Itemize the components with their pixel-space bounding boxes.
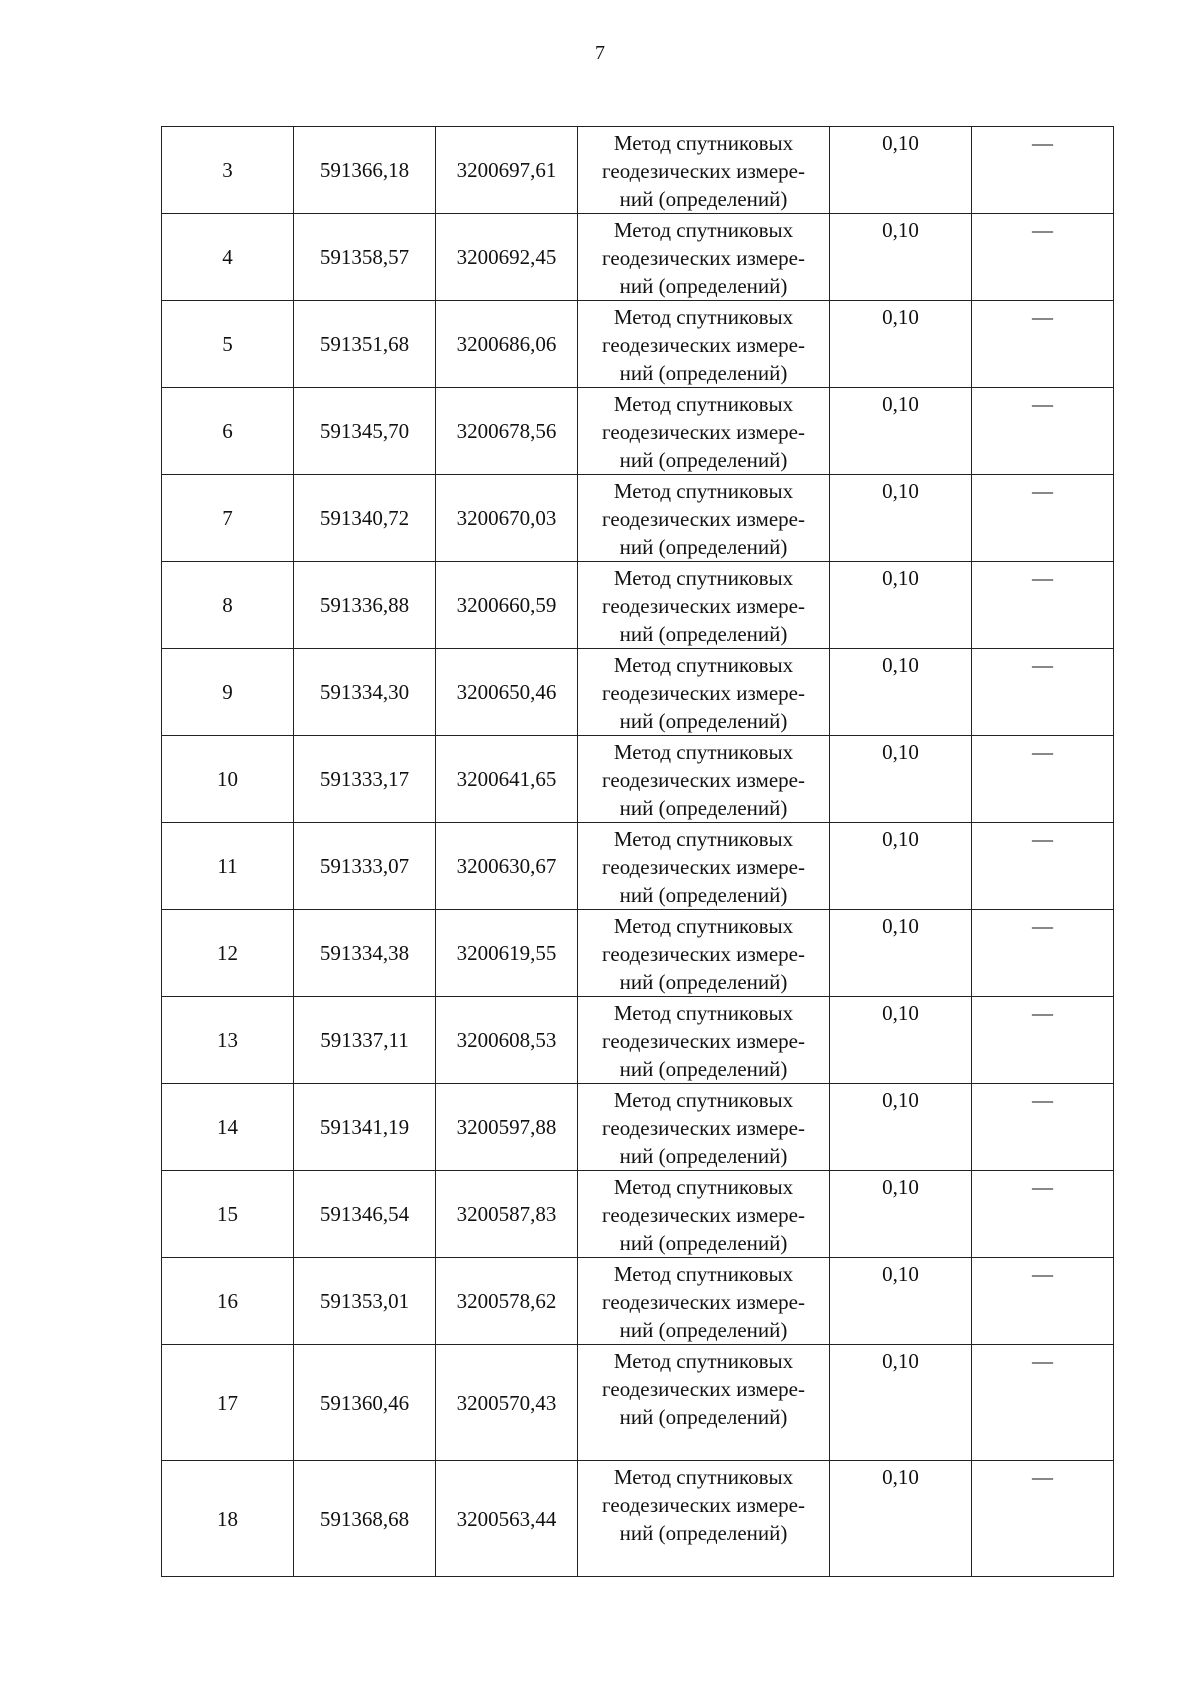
y-coordinate-cell: 3200597,88 [436,1084,578,1171]
table-row [162,736,1114,823]
y-coordinate-cell: 3200608,53 [436,997,578,1084]
accuracy-cell: 0,10 [830,301,972,388]
method-line: геодезических измере- [602,855,805,879]
x-coordinate-cell: 591360,46 [294,1345,436,1461]
table-row [162,1084,1114,1171]
coordinates-table [161,126,1114,1577]
point-number-cell: 6 [162,388,294,475]
method-line: Метод спутниковых [613,653,794,677]
note-cell [972,1084,1114,1171]
method-line: Метод спутниковых [613,1001,794,1025]
method-line: геодезических измере- [602,1029,805,1053]
accuracy-cell: 0,10 [830,388,972,475]
y-coordinate-cell: 3200670,03 [436,475,578,562]
note-dash: — [1032,1349,1053,1373]
table-row [162,910,1114,997]
point-number-cell: 5 [162,301,294,388]
note-cell [972,649,1114,736]
note-dash: — [1032,914,1053,938]
note-dash: — [1032,131,1053,155]
x-coordinate-cell: 591333,07 [294,823,436,910]
y-coordinate-cell: 3200686,06 [436,301,578,388]
method-line: ний (определений) [619,1521,788,1545]
table-row [162,562,1114,649]
y-coordinate-cell: 3200678,56 [436,388,578,475]
y-coordinate-cell: 3200650,46 [436,649,578,736]
y-coordinate-cell: 3200619,55 [436,910,578,997]
method-line: Метод спутниковых [613,1262,794,1286]
x-coordinate-cell: 591340,72 [294,475,436,562]
accuracy-cell: 0,10 [830,1258,972,1345]
note-cell [972,1461,1114,1577]
accuracy-cell: 0,10 [830,823,972,910]
point-number-cell: 13 [162,997,294,1084]
method-line: геодезических измере- [602,420,805,444]
method-line: Метод спутниковых [613,1465,794,1489]
method-line: ний (определений) [619,361,788,385]
note-cell [972,127,1114,214]
method-cell [578,1461,830,1577]
table-row [162,823,1114,910]
table-row [162,1461,1114,1577]
method-line: ний (определений) [619,535,788,559]
method-line: Метод спутниковых [613,827,794,851]
method-line: ний (определений) [619,448,788,472]
method-cell [578,562,830,649]
method-line: геодезических измере- [602,1116,805,1140]
accuracy-cell: 0,10 [830,1461,972,1577]
x-coordinate-cell: 591346,54 [294,1171,436,1258]
y-coordinate-cell: 3200697,61 [436,127,578,214]
method-cell [578,1258,830,1345]
method-line: Метод спутниковых [613,392,794,416]
x-coordinate-cell: 591337,11 [294,997,436,1084]
note-cell [972,1345,1114,1461]
x-coordinate-cell: 591358,57 [294,214,436,301]
method-line: геодезических измере- [602,1203,805,1227]
y-coordinate-cell: 3200660,59 [436,562,578,649]
method-line: геодезических измере- [602,681,805,705]
note-dash: — [1032,653,1053,677]
accuracy-cell: 0,10 [830,562,972,649]
method-line: Метод спутниковых [613,1175,794,1199]
method-line: Метод спутниковых [613,479,794,503]
method-line: Метод спутниковых [613,914,794,938]
note-cell [972,910,1114,997]
point-number-cell: 10 [162,736,294,823]
point-number-cell: 16 [162,1258,294,1345]
method-cell [578,649,830,736]
x-coordinate-cell: 591345,70 [294,388,436,475]
method-line: геодезических измере- [602,159,805,183]
x-coordinate-cell: 591366,18 [294,127,436,214]
method-line: ний (определений) [619,1144,788,1168]
note-cell [972,997,1114,1084]
x-coordinate-cell: 591368,68 [294,1461,436,1577]
note-cell [972,736,1114,823]
method-line: Метод спутниковых [613,305,794,329]
method-line: ний (определений) [619,187,788,211]
table-row [162,475,1114,562]
note-dash: — [1032,305,1053,329]
point-number-cell: 15 [162,1171,294,1258]
note-cell [972,388,1114,475]
method-line: ний (определений) [619,1231,788,1255]
x-coordinate-cell: 591333,17 [294,736,436,823]
method-line: геодезических измере- [602,594,805,618]
accuracy-cell: 0,10 [830,1084,972,1171]
method-line: ний (определений) [619,274,788,298]
note-cell [972,1171,1114,1258]
method-line: ний (определений) [619,622,788,646]
method-line: геодезических измере- [602,246,805,270]
table-row [162,997,1114,1084]
accuracy-cell: 0,10 [830,910,972,997]
note-dash: — [1032,1262,1053,1286]
method-line: ний (определений) [619,1057,788,1081]
page-number: 7 [595,42,605,64]
note-cell [972,301,1114,388]
method-line: Метод спутниковых [613,1349,794,1373]
method-cell [578,127,830,214]
note-cell [972,214,1114,301]
method-line: Метод спутниковых [613,566,794,590]
x-coordinate-cell: 591334,38 [294,910,436,997]
method-line: ний (определений) [619,883,788,907]
point-number-cell: 14 [162,1084,294,1171]
note-dash: — [1032,1465,1053,1489]
method-cell [578,301,830,388]
table-row [162,649,1114,736]
y-coordinate-cell: 3200563,44 [436,1461,578,1577]
method-line: Метод спутниковых [613,218,794,242]
accuracy-cell: 0,10 [830,127,972,214]
note-dash: — [1032,392,1053,416]
y-coordinate-cell: 3200578,62 [436,1258,578,1345]
method-cell [578,1345,830,1461]
table-body [162,127,1114,1577]
method-cell [578,475,830,562]
note-dash: — [1032,1088,1053,1112]
method-line: геодезических измере- [602,507,805,531]
y-coordinate-cell: 3200692,45 [436,214,578,301]
method-cell [578,823,830,910]
table-row [162,1258,1114,1345]
method-line: ний (определений) [619,1318,788,1342]
method-line: геодезических измере- [602,768,805,792]
method-cell [578,214,830,301]
x-coordinate-cell: 591341,19 [294,1084,436,1171]
method-line: ний (определений) [619,709,788,733]
accuracy-cell: 0,10 [830,475,972,562]
note-cell [972,475,1114,562]
accuracy-cell: 0,10 [830,997,972,1084]
note-dash: — [1032,479,1053,503]
note-cell [972,1258,1114,1345]
method-line: геодезических измере- [602,942,805,966]
y-coordinate-cell: 3200630,67 [436,823,578,910]
table-row [162,214,1114,301]
method-cell [578,1171,830,1258]
table-row [162,388,1114,475]
method-line: геодезических измере- [602,1290,805,1314]
method-cell [578,1084,830,1171]
note-dash: — [1032,566,1053,590]
y-coordinate-cell: 3200641,65 [436,736,578,823]
point-number-cell: 18 [162,1461,294,1577]
method-line: ний (определений) [619,970,788,994]
note-dash: — [1032,1175,1053,1199]
point-number-cell: 17 [162,1345,294,1461]
method-line: ний (определений) [619,1405,788,1429]
method-cell [578,910,830,997]
note-cell [972,823,1114,910]
accuracy-cell: 0,10 [830,736,972,823]
table-row [162,1171,1114,1258]
note-dash: — [1032,740,1053,764]
point-number-cell: 11 [162,823,294,910]
note-cell [972,562,1114,649]
y-coordinate-cell: 3200570,43 [436,1345,578,1461]
table-row [162,127,1114,214]
method-cell [578,388,830,475]
accuracy-cell: 0,10 [830,214,972,301]
point-number-cell: 9 [162,649,294,736]
method-line: ний (определений) [619,796,788,820]
point-number-cell: 3 [162,127,294,214]
accuracy-cell: 0,10 [830,1345,972,1461]
note-dash: — [1032,827,1053,851]
method-line: геодезических измере- [602,333,805,357]
method-line: Метод спутниковых [613,1088,794,1112]
point-number-cell: 12 [162,910,294,997]
point-number-cell: 4 [162,214,294,301]
y-coordinate-cell: 3200587,83 [436,1171,578,1258]
method-line: Метод спутниковых [613,131,794,155]
accuracy-cell: 0,10 [830,1171,972,1258]
method-cell [578,736,830,823]
point-number-cell: 7 [162,475,294,562]
note-dash: — [1032,218,1053,242]
table-row [162,301,1114,388]
x-coordinate-cell: 591353,01 [294,1258,436,1345]
x-coordinate-cell: 591336,88 [294,562,436,649]
method-cell [578,997,830,1084]
table-row [162,1345,1114,1461]
x-coordinate-cell: 591351,68 [294,301,436,388]
method-line: Метод спутниковых [613,740,794,764]
method-line: геодезических измере- [602,1377,805,1401]
point-number-cell: 8 [162,562,294,649]
accuracy-cell: 0,10 [830,649,972,736]
method-line: геодезических измере- [602,1493,805,1517]
x-coordinate-cell: 591334,30 [294,649,436,736]
note-dash: — [1032,1001,1053,1025]
